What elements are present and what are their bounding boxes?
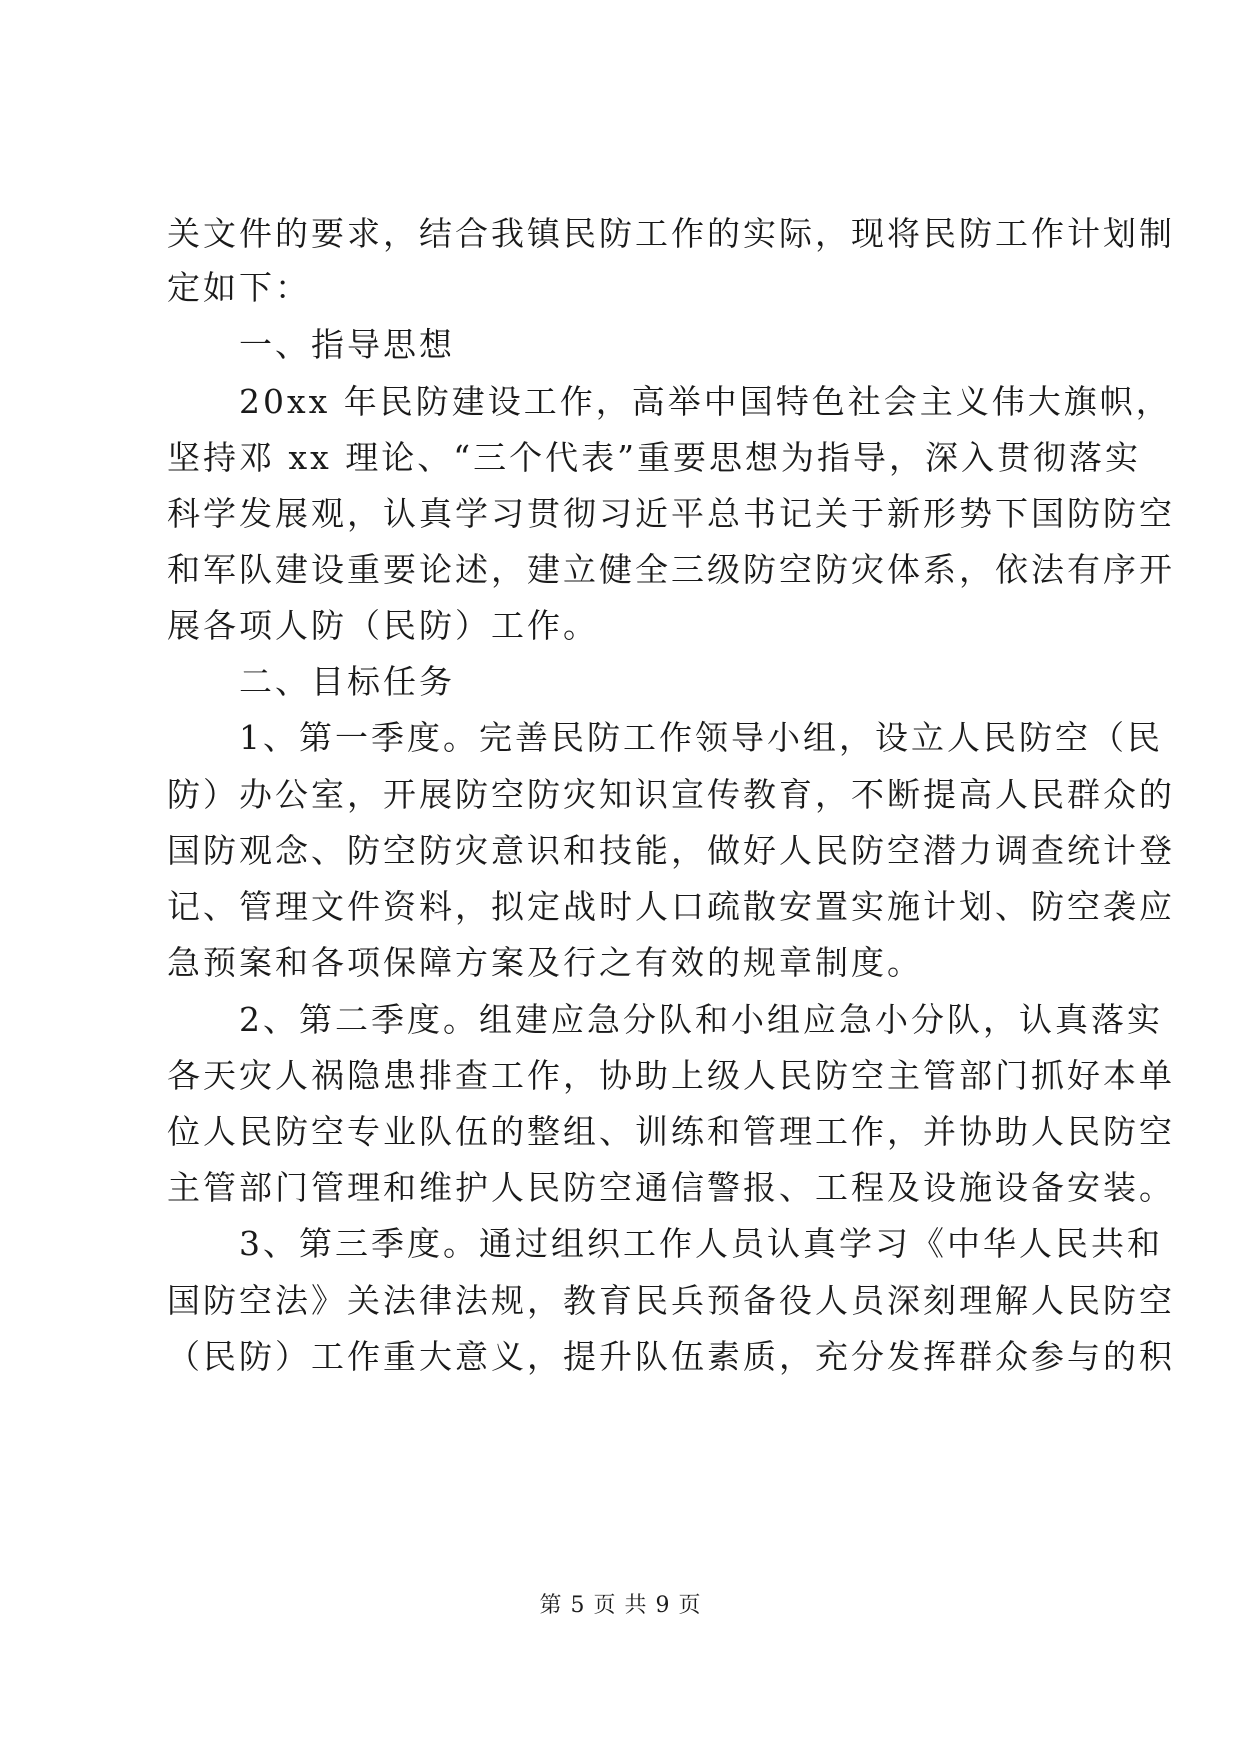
text-line: 20xx 年民防建设工作，高举中国特色社会主义伟大旗帜，	[167, 382, 1172, 421]
text-line: 1、第一季度。完善民防工作领导小组，设立人民防空（民	[167, 718, 1163, 757]
text-line: 记、管理文件资料，拟定战时人口疏散安置实施计划、防空袭应	[167, 887, 1175, 926]
text-line: 关文件的要求，结合我镇民防工作的实际，现将民防工作计划制	[167, 214, 1175, 253]
text-line: 各天灾人祸隐患排查工作，协助上级人民防空主管部门抓好本单	[167, 1056, 1175, 1095]
text-line: （民防）工作重大意义，提升队伍素质，充分发挥群众参与的积	[167, 1337, 1175, 1376]
text-line: 展各项人防（民防）工作。	[167, 606, 599, 645]
text-line: 主管部门管理和维护人民防空通信警报、工程及设施设备安装。	[167, 1168, 1175, 1207]
text-line: 和军队建设重要论述，建立健全三级防空防灾体系，依法有序开	[167, 550, 1175, 589]
text-line: 2、第二季度。组建应急分队和小组应急小分队，认真落实	[167, 1000, 1163, 1039]
page-number-footer: 第 5 页 共 9 页	[539, 1593, 702, 1618]
section-heading: 一、指导思想	[167, 325, 455, 364]
text-line: 国防空法》关法律法规，教育民兵预备役人员深刻理解人民防空	[167, 1281, 1175, 1320]
text-line: 科学发展观，认真学习贯彻习近平总书记关于新形势下国防防空	[167, 494, 1175, 533]
text-line: 急预案和各项保障方案及行之有效的规章制度。	[167, 943, 923, 982]
text-line: 防）办公室，开展防空防灾知识宣传教育，不断提高人民群众的	[167, 775, 1175, 814]
text-line: 位人民防空专业队伍的整组、训练和管理工作，并协助人民防空	[167, 1112, 1175, 1151]
section-heading: 二、目标任务	[167, 662, 455, 701]
text-line: 3、第三季度。通过组织工作人员认真学习《中华人民共和	[167, 1224, 1163, 1263]
text-line: 坚持邓 xx 理论、“三个代表”重要思想为指导，深入贯彻落实	[167, 438, 1141, 477]
text-line: 国防观念、防空防灾意识和技能，做好人民防空潜力调查统计登	[167, 831, 1175, 870]
text-line: 定如下：	[167, 268, 311, 307]
